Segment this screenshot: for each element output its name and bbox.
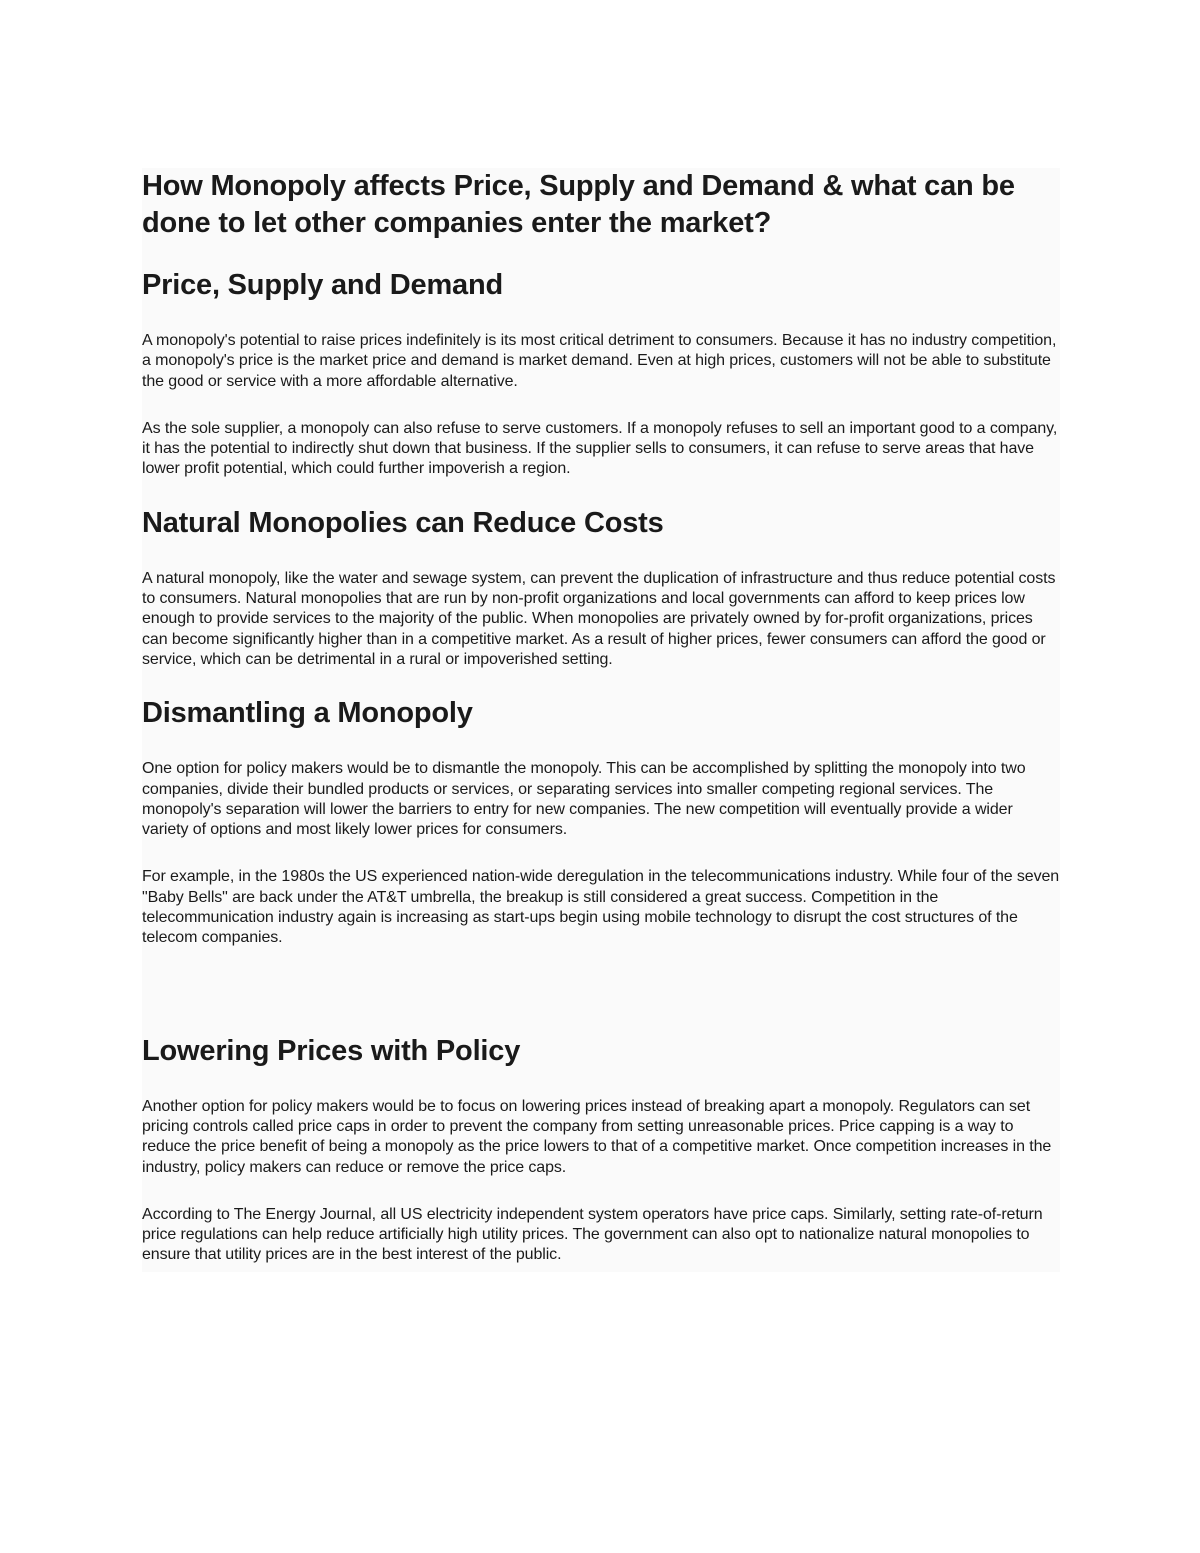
- paragraph: As the sole supplier, a monopoly can also refuse to serve customers. If a monopoly refuses to sell an important good to a company, it has the potential to indirectly shut down that business. If the supplier sells to consumers, it can refuse to serve areas that have lower profit potential, which could further impoverish a region.: [142, 419, 1058, 478]
- document-title: How Monopoly affects Price, Supply and Demand & what can be done to let other companies enter the market?: [142, 170, 1015, 239]
- document-body: [142, 168, 1060, 1272]
- section-heading-lowering-prices: Lowering Prices with Policy: [142, 1034, 521, 1067]
- paragraph: A monopoly's potential to raise prices indefinitely is its most critical detriment to consumers. Because it has no industry competition, a monopoly's price is the market price and demand is market demand. Even at high prices, customers will not be able to substitute the good or service with a more affordable alternative.: [142, 332, 1057, 390]
- section-heading-price-supply-demand: Price, Supply and Demand: [142, 269, 504, 301]
- paragraph: A natural monopoly, like the water and sewage system, can prevent the duplication of infrastructure and thus reduce potential costs to consumers. Natural monopolies that are run by non-profit organizations and local governments can afford to keep prices low enough to provide services to the majority of the public. When monopolies are privately owned by for-profit organizations, prices can become significantly higher than in a competitive market. As a result of higher prices, fewer consumers can afford the good or service, which can be detrimental in a rural or impoverished setting.: [142, 569, 1056, 668]
- section-heading-natural-monopolies: Natural Monopolies can Reduce Costs: [142, 506, 664, 539]
- section-heading-dismantling-monopoly: Dismantling a Monopoly: [142, 697, 473, 730]
- paragraph: Another option for policy makers would be to focus on lowering prices instead of breaking apart a monopoly. Regulators can set pricing controls called price caps in order to prevent the company from setting unreasonable prices. Price capping is a way to reduce the price benefit of being a monopoly as the price lowers to that of a competitive market. Once competition increases in the industry, policy makers can reduce or remove the price caps.: [142, 1097, 1052, 1176]
- paragraph: For example, in the 1980s the US experienced nation-wide deregulation in the telecommunications industry. While four of the seven "Baby Bells" are back under the AT&T umbrella, the breakup is still considered a great success. Competition in the telecommunication industry again is increasing as start-ups begin using mobile technology to disrupt the cost structures of the telecom companies.: [142, 868, 1060, 947]
- paragraph: According to The Energy Journal, all US electricity independent system operators have price caps. Similarly, setting rate-of-return price regulations can help reduce artificially high utility prices. The government can also opt to nationalize natural monopolies to ensure that utility prices are in the best interest of the public.: [142, 1205, 1043, 1264]
- paragraph: One option for policy makers would be to dismantle the monopoly. This can be accomplished by splitting the monopoly into two companies, divide their bundled products or services, or separating services into smaller competing regional services. The monopoly's separation will lower the barriers to entry for new companies. The new competition will eventually provide a wider variety of options and most likely lower prices for consumers.: [142, 760, 1026, 839]
